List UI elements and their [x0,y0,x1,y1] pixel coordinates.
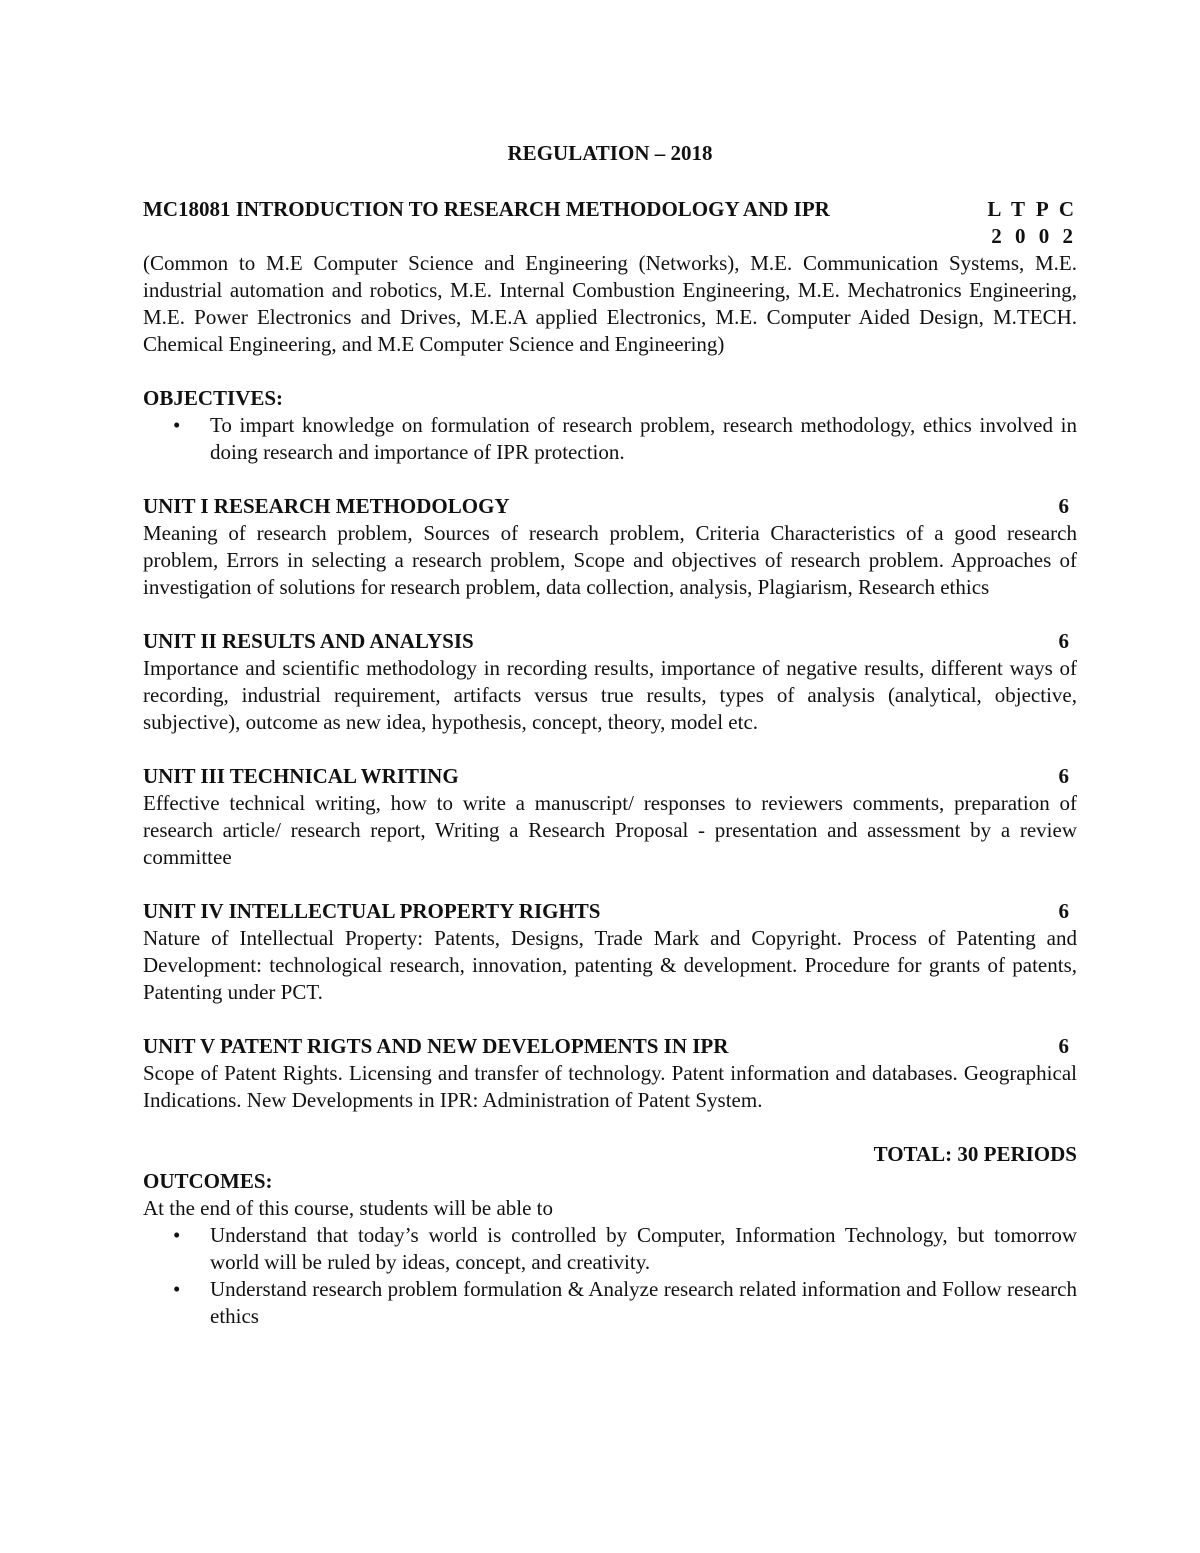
unit-title: UNIT III TECHNICAL WRITING [143,764,459,788]
unit-3-content: Effective technical writing, how to write a manuscript/ responses to reviewers comments, preparation of research article/ research report, Writing a Research Proposal - presentation and assessment by a review committee [143,791,1077,869]
unit-hours: 6 [1058,764,1069,788]
unit-hours: 6 [1058,494,1069,518]
course-title: MC18081 INTRODUCTION TO RESEARCH METHODOLOGY AND IPR [143,197,830,221]
unit-hours: 6 [1058,629,1069,653]
unit-hours: 6 [1058,1034,1069,1058]
unit-title: UNIT IV INTELLECTUAL PROPERTY RIGHTS [143,899,601,923]
unit-2-heading [143,628,1077,655]
unit-title: UNIT II RESULTS AND ANALYSIS [143,629,474,653]
outcome-text: Understand that today’s world is controlled by Computer, Information Technology, but tomorrow world will be ruled by ideas, concept, and creativity. [210,1223,1077,1274]
outcome-text: Understand research problem formulation & Analyze research related information and Follow research ethics [210,1277,1077,1328]
course-title-row [143,196,1077,223]
list-item [143,1222,1077,1276]
outcomes-heading: OUTCOMES: [143,1169,273,1193]
bullet-icon: • [173,1223,181,1247]
unit-title: UNIT V PATENT RIGTS AND NEW DEVELOPMENTS IN IPR [143,1034,729,1058]
list-item [143,1276,1077,1330]
common-to-text: (Common to M.E Computer Science and Engineering (Networks), M.E. Communication Systems, M.E. industrial automation and robotics, M.E. Internal Combustion Engineering, M.E. Mechatronics Engineering, M.E. Power Electronics and Drives, M.E.A applied Electronics, M.E. Computer Aided Design, M.TECH. Chemical Engineering, and M.E Computer Science and Engineering) [143,251,1077,356]
document-page [143,140,1077,1330]
outcomes-intro: At the end of this course, students will be able to [143,1196,554,1220]
objective-text: To impart knowledge on formulation of research problem, research methodology, ethics involved in doing research and importance of IPR protection. [210,413,1077,464]
objectives-list [143,412,1077,466]
ltpc-label: L T P C [987,197,1077,221]
unit-5-heading [143,1033,1077,1060]
total-periods: TOTAL: 30 PERIODS [873,1142,1077,1166]
unit-4-heading [143,898,1077,925]
ltpc-values: 2 0 0 2 [991,224,1077,248]
objectives-heading: OBJECTIVES: [143,386,284,410]
unit-2-content: Importance and scientific methodology in recording results, importance of negative results, different ways of recording, industrial requirement, artifacts versus true results, types of analysis (analytical, objective, subjective), outcome as new idea, hypothesis, concept, theory, model etc. [143,656,1077,734]
unit-3-heading [143,763,1077,790]
unit-5-content: Scope of Patent Rights. Licensing and transfer of technology. Patent information and databases. Geographical Indications. New Developments in IPR: Administration of Patent System. [143,1061,1077,1112]
outcomes-list [143,1222,1077,1330]
unit-4-content: Nature of Intellectual Property: Patents, Designs, Trade Mark and Copyright. Process of Patenting and Development: technological research, innovation, patenting & development. Procedure for grants of patents, Patenting under PCT. [143,926,1077,1004]
bullet-icon: • [173,413,181,437]
regulation-heading: REGULATION – 2018 [507,141,713,165]
unit-1-content: Meaning of research problem, Sources of research problem, Criteria Characteristics of a good research problem, Errors in selecting a research problem, Scope and objectives of research problem. Approaches of investigation of solutions for research problem, data collection, analysis, Plagiarism, Research ethics [143,521,1077,599]
unit-1-heading [143,493,1077,520]
bullet-icon: • [173,1277,181,1301]
unit-title: UNIT I RESEARCH METHODOLOGY [143,494,510,518]
list-item [143,412,1077,466]
unit-hours: 6 [1058,899,1069,923]
